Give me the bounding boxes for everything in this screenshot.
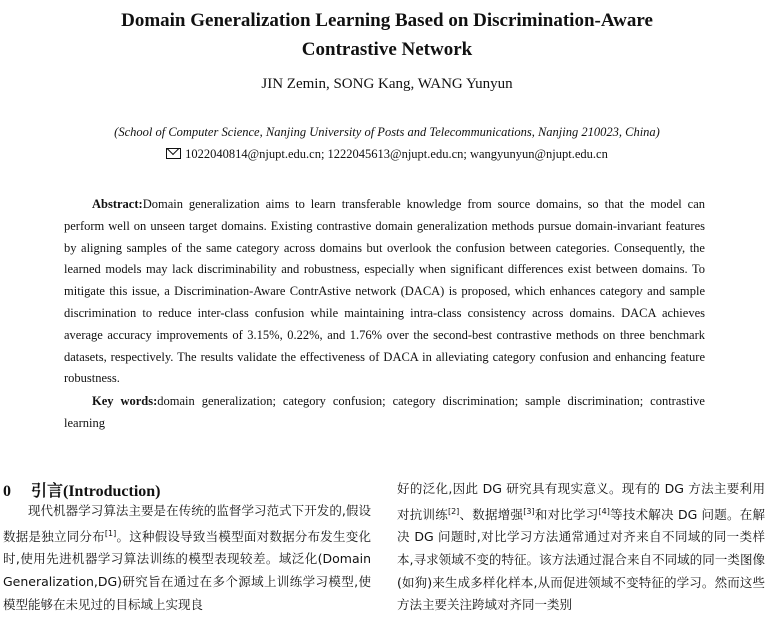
paper-title [0,6,774,64]
body-left-column [3,500,371,616]
paper-title-line-1: Domain Generalization Learning Based on Discrimination-Aware [121,10,653,31]
section-heading [3,478,161,501]
abstract-text: Domain generalization aims to learn transferable knowledge from source domains, so that the model can perform well on unseen target domains. Existing contrastive domain generalization methods pursue domain-invariant features by aligning samples of the same category across domains but overlook the confusion between categories. Consequently, the learned models may lack discriminability and robustness, especially when significant differences exist between domains. To mitigate this issue, a Discrimination-Aware ContrAstive network (DACA) is proposed, which enhances category and sample discrimination to reduce inter-class confusion while maintaining intra-class consistency across domains. DACA achieves average accuracy improvements of 3.15%, 0.22%, and 1.76% over the second-best contrastive methods on three benchmark datasets, respectively. The results validate the effectiveness of DACA in alleviating category confusion and enhancing feature robustness. [64,197,705,386]
section-number: 0 [3,483,11,500]
affiliation: (School of Computer Science, Nanjing University of Posts and Telecommunications, Nanjing 210023, China) [114,125,660,139]
body-text: 好的泛化,因此 DG 研究具有现实意义。现有的 DG 方法主要利用对抗训练 [397,481,765,522]
email-addresses: 1022040814@njupt.edu.cn; 1222045613@njupt.edu.cn; wangyunyun@njupt.edu.cn [185,147,608,161]
body-text: 等技术解决 DG 问题。在解决 DG 问题时,对比学习方法通常通过对齐来自不同域的同一类样本,寻求领域不变的特征。该方法通过混合来自不同域的同一类图像(如狗)来生成多样化样本,从而促进领域不变特征的学习。然而这些方法主要关注跨域对齐同一类别 [397,506,765,613]
keywords-label: Key words: [92,394,158,408]
keywords-text: domain generalization; category confusion; category discrimination; sample discrimination; contrastive learning [64,394,705,430]
paper-title-line-2: Contrastive Network [301,39,473,60]
citation-ref: [4] [598,506,610,516]
body-text: 和对比学习 [534,506,599,522]
author-list: JIN Zemin, SONG Kang, WANG Yunyun [261,76,513,92]
body-right-column [397,478,765,617]
body-text: 。这种假设导致当模型面对数据分布发生变化时,使用先进机器学习算法训练的模型表现较差。域泛化(Domain Generalization,DG)研究旨在通过在多个源域上训练学习模型,使模型能够在未见过的目标域上实现良 [3,528,371,612]
body-text: 现代机器学习算法主要是在传统的监督学习范式下开发的,假设数据是独立同分布 [3,503,371,544]
keywords [64,391,705,435]
envelope-icon [166,148,181,159]
abstract [64,194,705,390]
citation-ref: [2] [447,506,460,516]
citation-ref: [1] [104,528,117,538]
email-line [0,145,774,163]
citation-ref: [3] [523,506,535,516]
abstract-label: Abstract: [92,197,143,211]
section-title: 引言(Introduction) [31,483,161,500]
body-text: 、数据增强 [459,506,524,522]
